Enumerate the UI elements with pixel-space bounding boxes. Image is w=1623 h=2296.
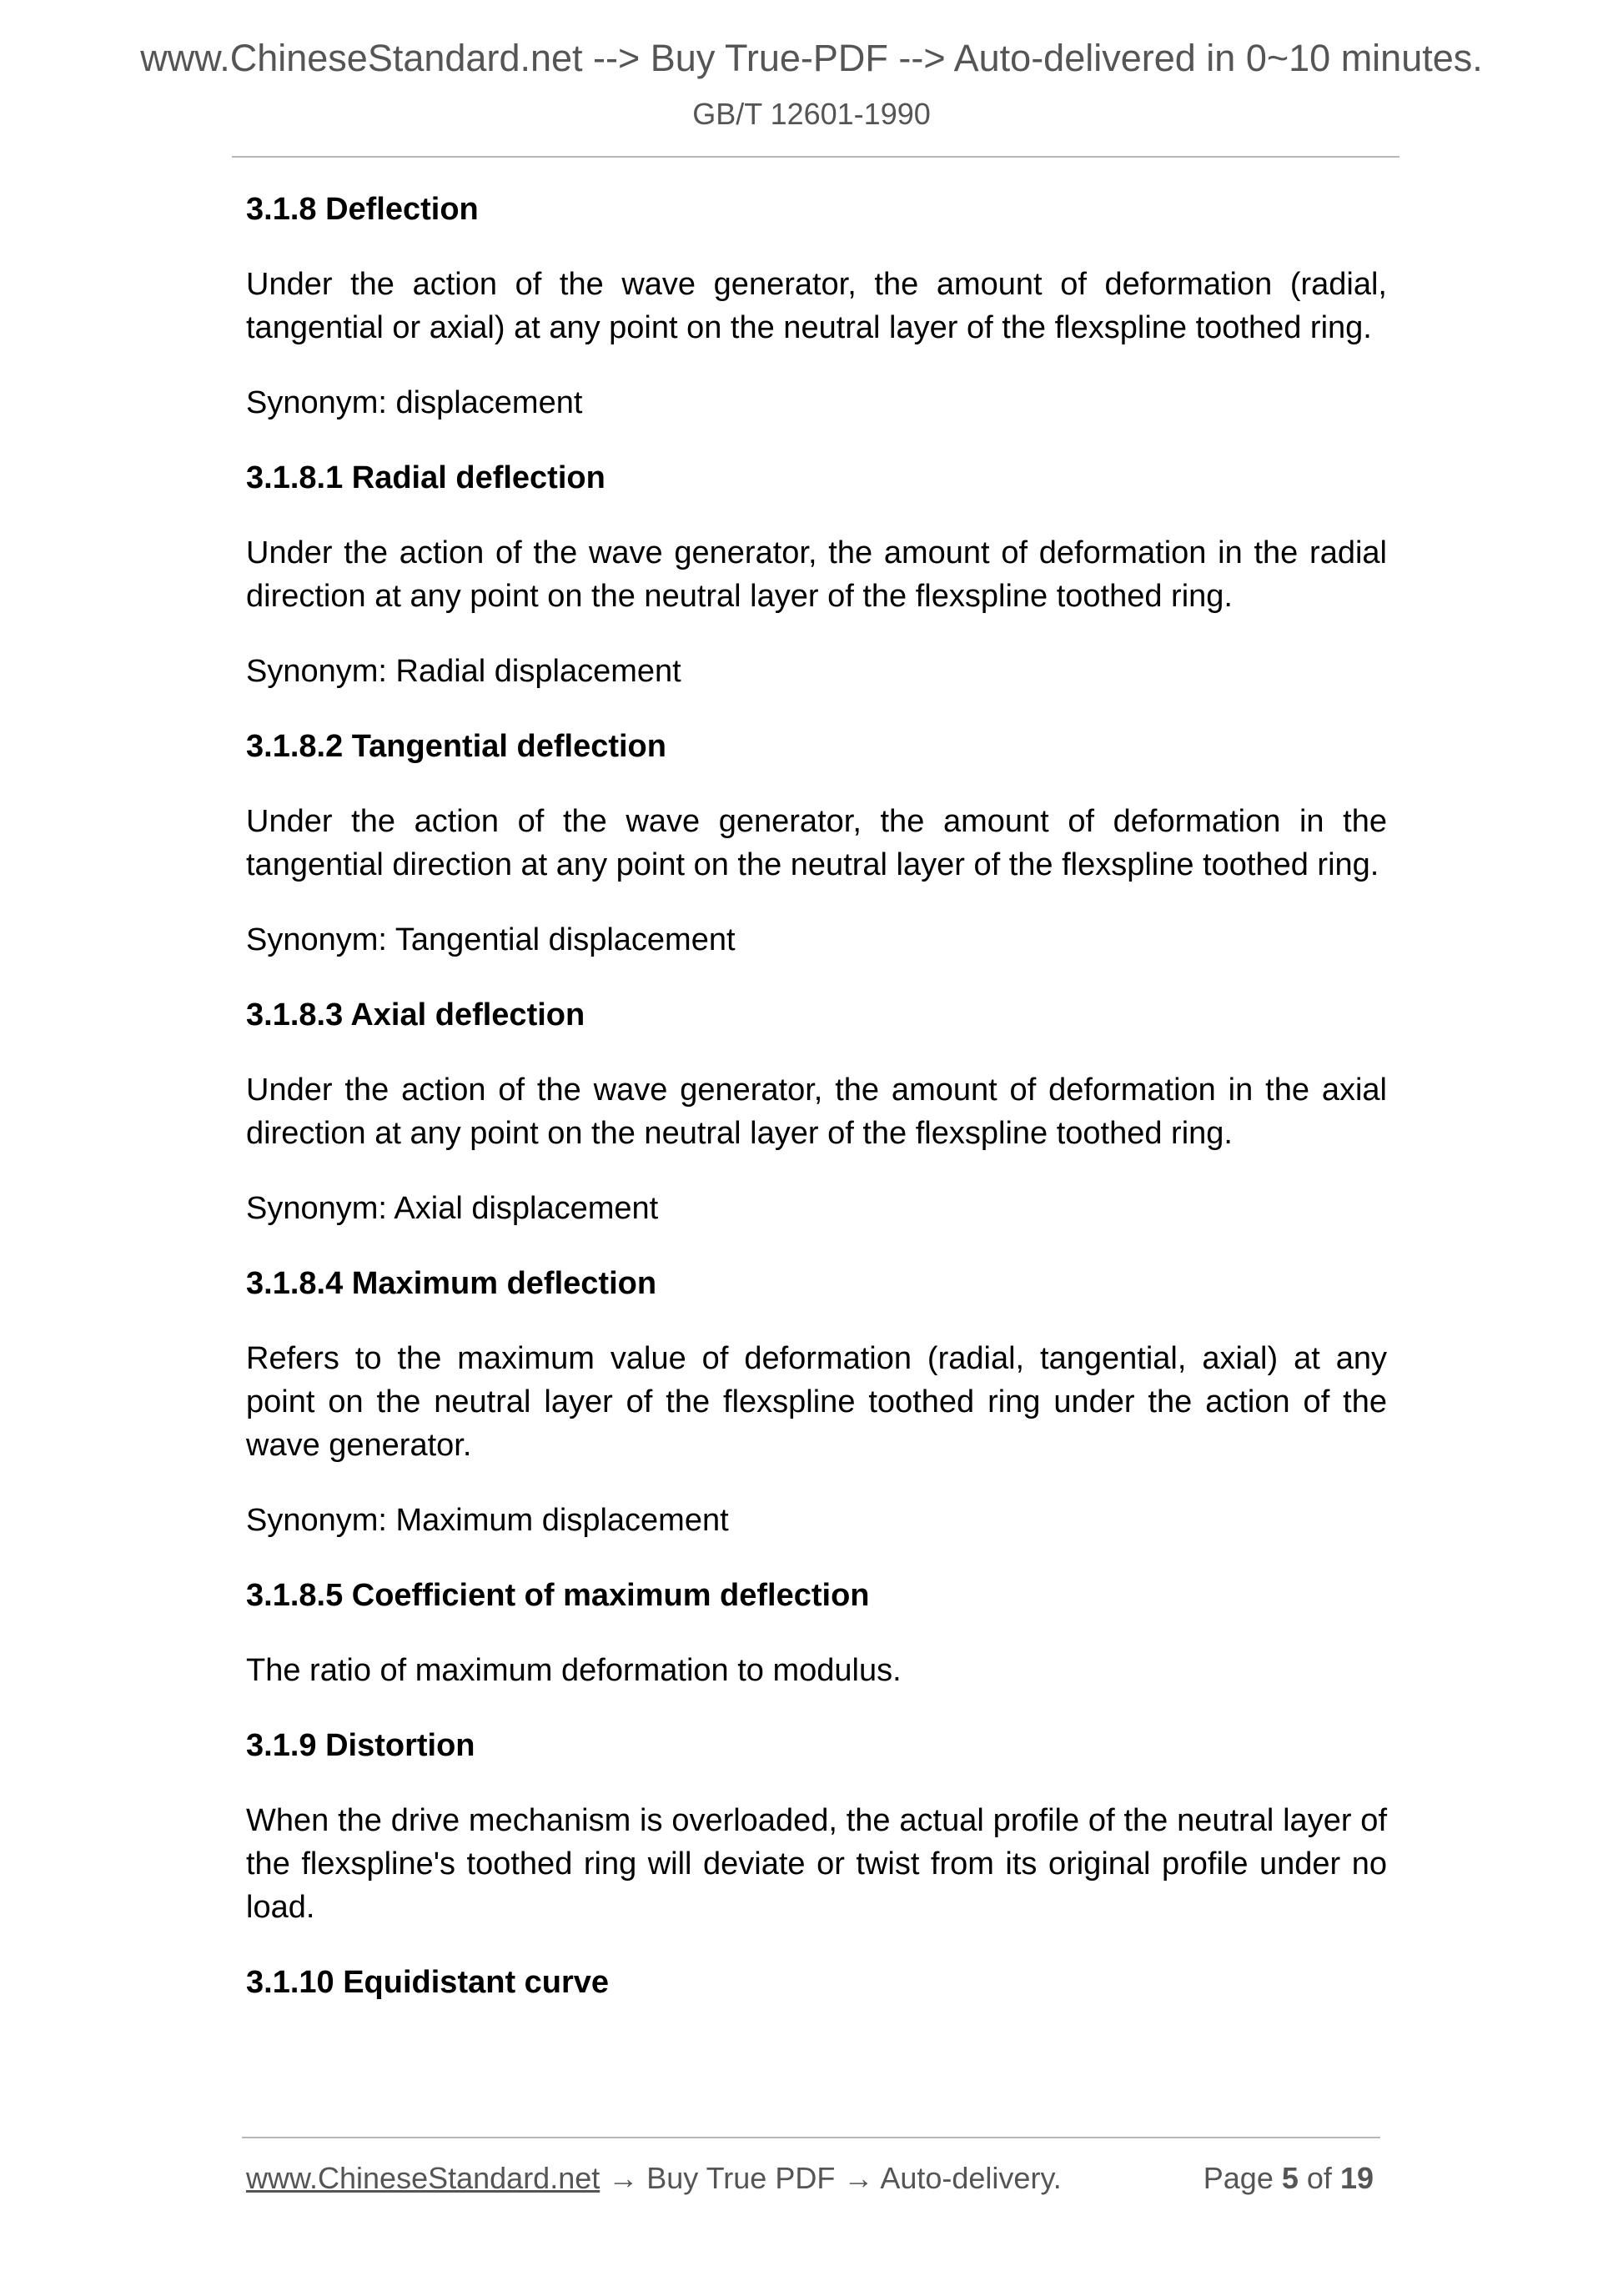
section-synonym: Synonym: Radial displacement [246, 654, 681, 689]
footer-promo [246, 2158, 1062, 2198]
section-3-1-8 [246, 188, 1387, 425]
section-title: 3.1.9 Distortion [246, 1728, 475, 1763]
page-indicator [1203, 2158, 1374, 2198]
footer-tagline: → Buy True PDF → Auto-delivery. [600, 2161, 1062, 2195]
section-definition: Refers to the maximum value of deformation (radial, tangential, axial) at any point on the neutral layer of the flexspline toothed ring under the action of the wave generator. [246, 1341, 1387, 1463]
section-definition: The ratio of maximum deformation to modulus. [246, 1653, 902, 1688]
section-3-1-8-1 [246, 456, 1387, 693]
section-definition: Under the action of the wave generator, the amount of deformation in the axial direction at any point on the neutral layer of the flexspline toothed ring. [246, 1073, 1387, 1151]
current-page-number: 5 [1281, 2161, 1299, 2195]
document-body [246, 188, 1387, 2036]
page-label: Page [1203, 2161, 1274, 2195]
section-title: 3.1.8 Deflection [246, 192, 479, 227]
section-title: 3.1.8.4 Maximum deflection [246, 1266, 657, 1301]
section-title: 3.1.10 Equidistant curve [246, 1965, 610, 2000]
site-link[interactable]: www.ChineseStandard.net [246, 2161, 600, 2195]
footer-divider [242, 2137, 1380, 2138]
section-title: 3.1.8.1 Radial deflection [246, 460, 605, 495]
total-page-count: 19 [1339, 2161, 1374, 2195]
document-code: GB/T 12601-1990 [692, 97, 931, 131]
section-definition: Under the action of the wave generator, the amount of deformation (radial, tangential or axial) at any point on the neutral layer of the flexspline toothed ring. [246, 267, 1387, 345]
section-3-1-8-5 [246, 1574, 1387, 1692]
page-header [0, 33, 1623, 133]
section-synonym: Synonym: Maximum displacement [246, 1503, 729, 1538]
section-3-1-10 [246, 1961, 1387, 2004]
section-definition: Under the action of the wave generator, the amount of deformation in the tangential direction at any point on the neutral layer of the flexspline toothed ring. [246, 804, 1387, 882]
section-synonym: Synonym: Tangential displacement [246, 922, 736, 957]
section-synonym: Synonym: displacement [246, 385, 583, 420]
section-title: 3.1.8.2 Tangential deflection [246, 729, 666, 764]
section-title: 3.1.8.3 Axial deflection [246, 997, 585, 1032]
header-divider [232, 156, 1399, 158]
section-3-1-9 [246, 1724, 1387, 1929]
section-title: 3.1.8.5 Coefficient of maximum deflection [246, 1578, 870, 1613]
section-3-1-8-4 [246, 1262, 1387, 1542]
section-3-1-8-3 [246, 993, 1387, 1230]
page-of-label: of [1306, 2161, 1332, 2195]
section-definition: Under the action of the wave generator, the amount of deformation in the radial direction at any point on the neutral layer of the flexspline toothed ring. [246, 535, 1387, 614]
section-3-1-8-2 [246, 725, 1387, 962]
section-synonym: Synonym: Axial displacement [246, 1191, 659, 1226]
section-definition: When the drive mechanism is overloaded, the actual profile of the neutral layer of the flexspline's toothed ring will deviate or twist from its original profile under no load. [246, 1803, 1387, 1925]
header-banner: www.ChineseStandard.net --> Buy True-PDF --> Auto-delivered in 0~10 minutes. [140, 37, 1483, 79]
